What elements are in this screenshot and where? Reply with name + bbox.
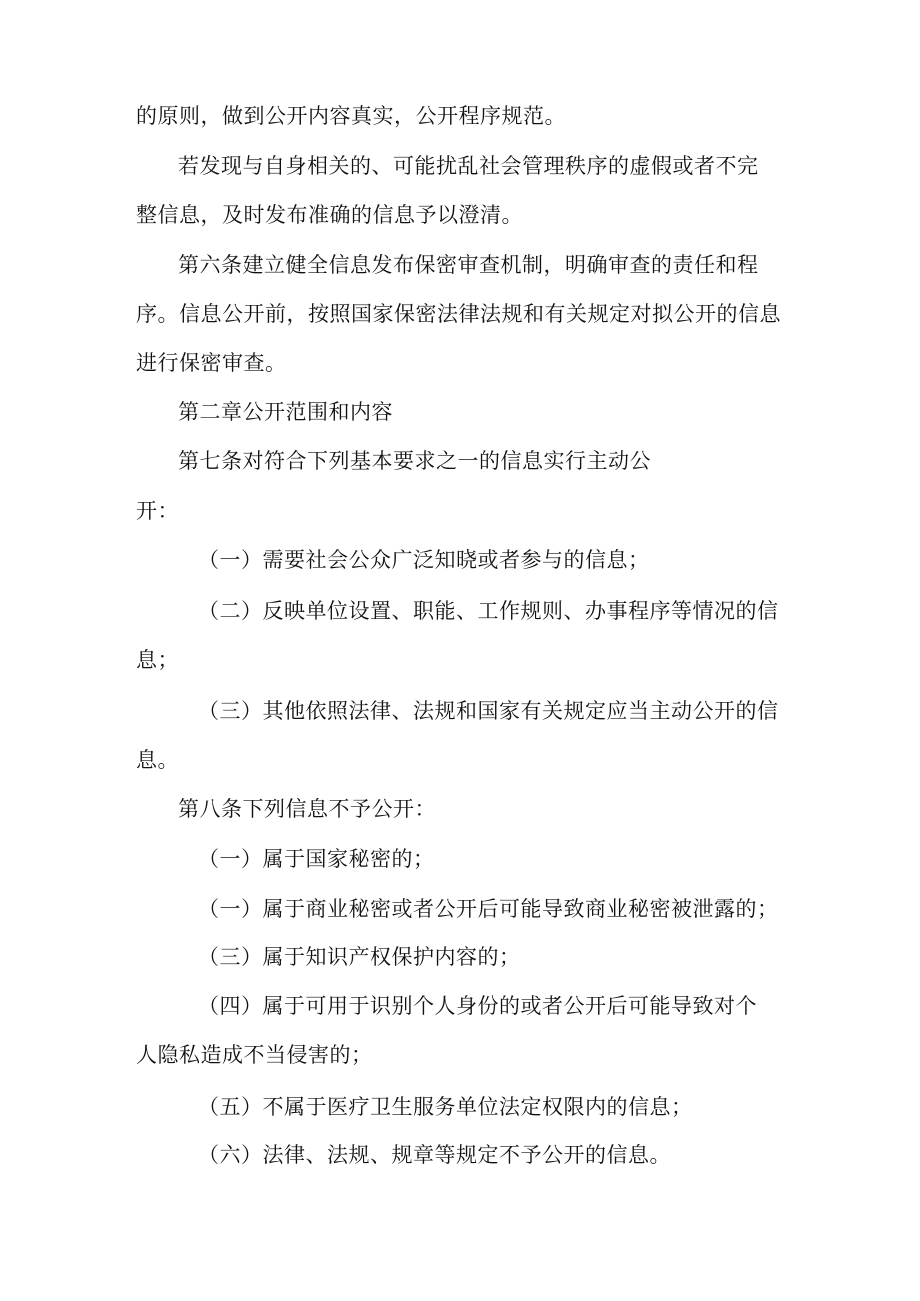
list-item: （三）其他依照法律、法规和国家有关规定应当主动公开的信 (198, 699, 779, 723)
list-item: （一）需要社会公众广泛知晓或者参与的信息； (198, 548, 650, 572)
text-line: 若发现与自身相关的、可能扰乱社会管理秩序的虚假或者不完 (178, 154, 759, 178)
list-item: （三）属于知识产权保护内容的； (198, 945, 521, 969)
list-item: （一）属于国家秘密的； (198, 847, 435, 871)
section-heading: 第二章公开范围和内容 (178, 400, 393, 424)
list-item: （二）反映单位设置、职能、工作规则、办事程序等情况的信 (198, 599, 779, 623)
text-line: 进行保密审查。 (136, 351, 287, 375)
text-line: 息。 (136, 748, 179, 772)
text-line: 序。信息公开前，按照国家保密法律法规和有关规定对拟公开的信息 (136, 302, 781, 326)
text-line: 第八条下列信息不予公开： (178, 797, 436, 821)
list-item: （四）属于可用于识别个人身份的或者公开后可能导致对个 (198, 994, 757, 1018)
text-line: 开： (136, 499, 179, 523)
list-item: （六）法律、法规、规章等规定不予公开的信息。 (198, 1143, 671, 1167)
text-line: 第六条建立健全信息发布保密审查机制，明确审查的责任和程 (178, 253, 759, 277)
list-item: （一）属于商业秘密或者公开后可能导致商业秘密被泄露的； (198, 897, 779, 921)
text-line: 息； (136, 648, 179, 672)
text-line: 人隐私造成不当侵害的； (136, 1043, 373, 1067)
list-item: （五）不属于医疗卫生服务单位法定权限内的信息； (198, 1095, 693, 1119)
text-line: 第七条对符合下列基本要求之一的信息实行主动公 (178, 449, 651, 473)
text-line: 整信息，及时发布准确的信息予以澄清。 (136, 203, 523, 227)
text-line: 的原则，做到公开内容真实，公开程序规范。 (136, 104, 566, 128)
